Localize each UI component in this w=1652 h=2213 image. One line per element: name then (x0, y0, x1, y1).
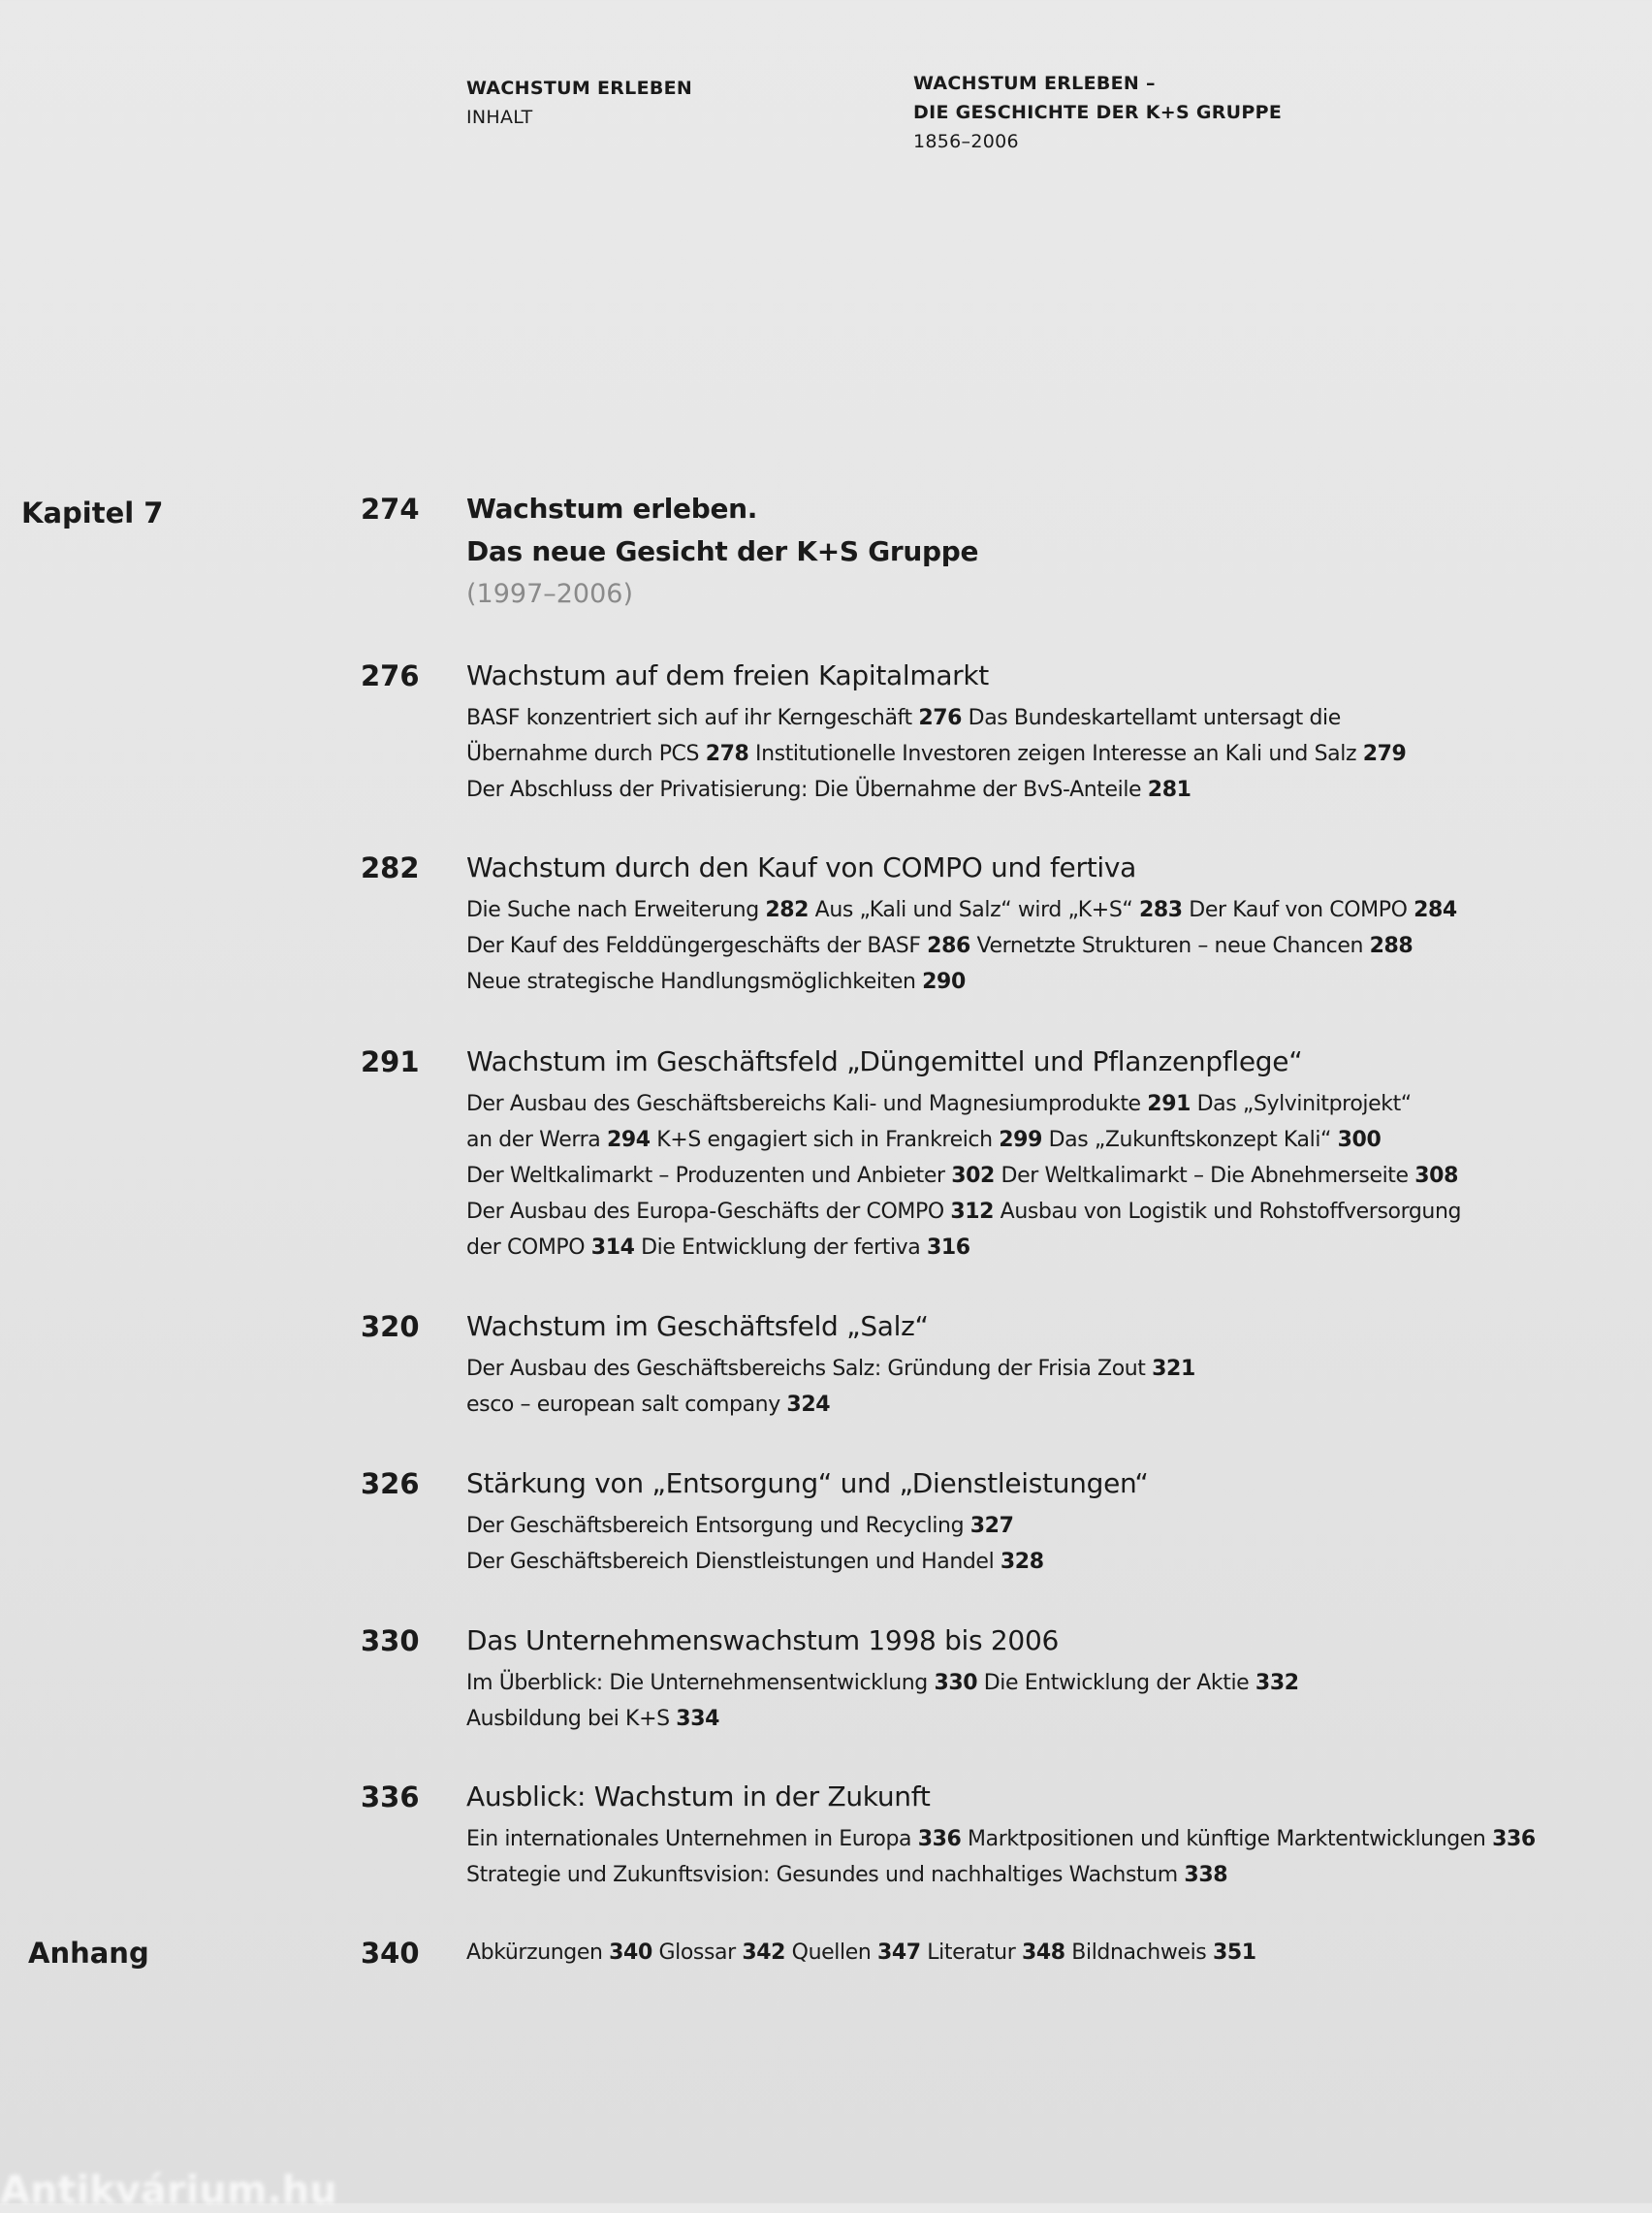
section-title: Wachstum durch den Kauf von COMPO und fertiva (466, 851, 1136, 883)
entry-text: Im Überblick: Die Unternehmensentwicklung (466, 1671, 935, 1695)
entry-text: Das „Zukunftskonzept Kali“ (1041, 1128, 1338, 1152)
entry-text: Das „Sylvinitprojekt“ (1191, 1092, 1412, 1116)
entry-text: Die Entwicklung der fertiva (634, 1235, 927, 1260)
entry-text: Vernetzte Strukturen – neue Chancen (969, 934, 1370, 958)
page-reference: 279 (1362, 742, 1407, 766)
page-reference: 288 (1369, 934, 1414, 958)
page-reference: 283 (1138, 898, 1183, 922)
page-reference: 332 (1255, 1671, 1299, 1695)
page-reference: 300 (1337, 1128, 1382, 1152)
page-reference: 281 (1147, 778, 1191, 802)
subsection-line (466, 1158, 1652, 1194)
section-title: Wachstum im Geschäftsfeld „Salz“ (466, 1310, 929, 1342)
section-title: Wachstum im Geschäftsfeld „Düngemittel und Pflanzenpflege“ (466, 1045, 1303, 1077)
page-reference: 284 (1414, 898, 1457, 922)
page-reference: 336 (917, 1827, 962, 1851)
entry-text: Bildnachweis (1064, 1940, 1213, 1965)
subsection-line (466, 1508, 1652, 1544)
entry-text: Die Entwicklung der Aktie (977, 1671, 1255, 1695)
chapter-years: (1997–2006) (466, 579, 633, 609)
page-reference: 340 (609, 1940, 652, 1965)
subsection-line (466, 772, 1652, 808)
entry-text: esco – european salt company (466, 1393, 787, 1417)
entry-text: der COMPO (466, 1235, 591, 1260)
header-left-title: WACHSTUM ERLEBEN (466, 78, 693, 99)
watermark: Antikvárium.hu (0, 2168, 337, 2213)
page-reference: 328 (1000, 1550, 1044, 1574)
page-reference: 324 (786, 1393, 831, 1417)
page-reference: 290 (922, 970, 966, 994)
page-reference: 338 (1184, 1863, 1228, 1887)
section-page-number: 291 (361, 1045, 420, 1078)
header-right-line2: DIE GESCHICHTE DER K+S GRUPPE (913, 102, 1283, 123)
section-page-number: 330 (361, 1624, 420, 1657)
page-reference: 348 (1021, 1940, 1065, 1965)
section-page-number: 282 (361, 851, 420, 884)
page-reference: 291 (1147, 1092, 1191, 1116)
page-reference: 308 (1414, 1164, 1458, 1188)
entry-text: Glossar (651, 1940, 743, 1965)
subsection-line (466, 1351, 1652, 1387)
chapter-label: Kapitel 7 (21, 497, 164, 529)
entry-text: Ein internationales Unternehmen in Europa (466, 1827, 918, 1851)
page-reference: 351 (1212, 1940, 1256, 1965)
appendix-label: Anhang (28, 1937, 149, 1970)
page-reference: 334 (676, 1707, 720, 1731)
entry-text: Die Suche nach Erweiterung (466, 898, 766, 922)
subsection-line (466, 1086, 1652, 1122)
section-title: Ausblick: Wachstum in der Zukunft (466, 1780, 931, 1812)
entry-text: K+S engagiert sich in Frankreich (650, 1128, 1000, 1152)
page-reference: 347 (876, 1940, 921, 1965)
page-reference: 299 (999, 1128, 1042, 1152)
page-reference: 302 (951, 1164, 995, 1188)
entry-text: Der Geschäftsbereich Dienstleistungen und Handel (466, 1550, 1001, 1574)
header-right-years: 1856–2006 (913, 131, 1019, 152)
section-page-number: 320 (361, 1310, 420, 1343)
entry-text: Abkürzungen (466, 1940, 610, 1965)
section-title: Stärkung von „Entsorgung“ und „Dienstleistungen“ (466, 1467, 1149, 1499)
entry-text: Strategie und Zukunftsvision: Gesundes und nachhaltiges Wachstum (466, 1863, 1185, 1887)
page-reference: 282 (765, 898, 810, 922)
chapter-page-number: 274 (361, 493, 420, 526)
entry-text: Der Weltkalimarkt – Die Abnehmerseite (994, 1164, 1415, 1188)
page-reference: 278 (705, 742, 749, 766)
entry-text: Ausbau von Logistik und Rohstoffversorgung (994, 1200, 1462, 1224)
subsection-line (466, 1122, 1652, 1158)
section-title: Wachstum auf dem freien Kapitalmarkt (466, 659, 989, 691)
page-reference: 336 (1492, 1827, 1536, 1851)
page-reference: 314 (590, 1235, 635, 1260)
subsection-line (466, 964, 1652, 1000)
header-left-subtitle: INHALT (466, 107, 533, 128)
page-reference: 330 (934, 1671, 978, 1695)
subsection-line (466, 1665, 1652, 1701)
page-reference: 342 (742, 1940, 786, 1965)
entry-text: an der Werra (466, 1128, 607, 1152)
section-page-number: 326 (361, 1467, 420, 1500)
section-title: Das Unternehmenswachstum 1998 bis 2006 (466, 1624, 1059, 1656)
page-reference: 316 (926, 1235, 970, 1260)
entry-text: BASF konzentriert sich auf ihr Kerngeschäft (466, 706, 919, 730)
entry-text: Quellen (785, 1940, 877, 1965)
entry-text: Das Bundeskartellamt untersagt die (962, 706, 1341, 730)
entry-text: Der Ausbau des Europa-Geschäfts der COMPO (466, 1200, 951, 1224)
page-reference: 321 (1152, 1357, 1195, 1381)
subsection-line (466, 1387, 1652, 1423)
page-reference: 327 (969, 1514, 1014, 1538)
entry-text: Der Geschäftsbereich Entsorgung und Recycling (466, 1514, 970, 1538)
appendix-page-number: 340 (361, 1937, 420, 1970)
running-header-left (466, 74, 692, 132)
subsection-line (466, 1701, 1652, 1737)
entry-text: Der Kauf von COMPO (1182, 898, 1414, 922)
subsection-line (466, 700, 1652, 736)
header-right-line1: WACHSTUM ERLEBEN – (913, 73, 1156, 94)
section-page-number: 276 (361, 659, 420, 692)
page-reference: 276 (918, 706, 963, 730)
subsection-line (466, 892, 1652, 928)
subsection-line (466, 1857, 1652, 1893)
entry-text: Ausbildung bei K+S (466, 1707, 677, 1731)
section-page-number: 336 (361, 1780, 420, 1813)
entry-text: Der Ausbau des Geschäftsbereichs Kali- und Magnesiumprodukte (466, 1092, 1148, 1116)
page-reference: 294 (606, 1128, 651, 1152)
entry-text: Übernahme durch PCS (466, 742, 706, 766)
entry-text: Der Abschluss der Privatisierung: Die Übernahme der BvS-Anteile (466, 778, 1148, 802)
entry-text: Marktpositionen und künftige Marktentwicklungen (961, 1827, 1493, 1851)
entry-text: Der Kauf des Felddüngergeschäfts der BASF (466, 934, 928, 958)
page-reference: 286 (927, 934, 970, 958)
appendix-items (466, 1932, 1652, 1974)
subsection-line (466, 928, 1652, 964)
subsection-line (466, 1821, 1652, 1857)
subsection-line (466, 1544, 1652, 1580)
subsection-line (466, 736, 1652, 772)
entry-text: Literatur (920, 1940, 1022, 1965)
entry-text: Der Ausbau des Geschäftsbereichs Salz: Gründung der Frisia Zout (466, 1357, 1153, 1381)
entry-text: Institutionelle Investoren zeigen Interesse an Kali und Salz (748, 742, 1363, 766)
chapter-title-line1: Wachstum erleben. (466, 493, 758, 525)
page-reference: 312 (950, 1200, 995, 1224)
chapter-title-line2: Das neue Gesicht der K+S Gruppe (466, 535, 979, 567)
running-header-right (913, 69, 1282, 156)
entry-text: Aus „Kali und Salz“ wird „K+S“ (809, 898, 1139, 922)
entry-text: Der Weltkalimarkt – Produzenten und Anbieter (466, 1164, 952, 1188)
entry-text: Neue strategische Handlungsmöglichkeiten (466, 970, 923, 994)
subsection-line (466, 1230, 1652, 1266)
subsection-line (466, 1194, 1652, 1230)
